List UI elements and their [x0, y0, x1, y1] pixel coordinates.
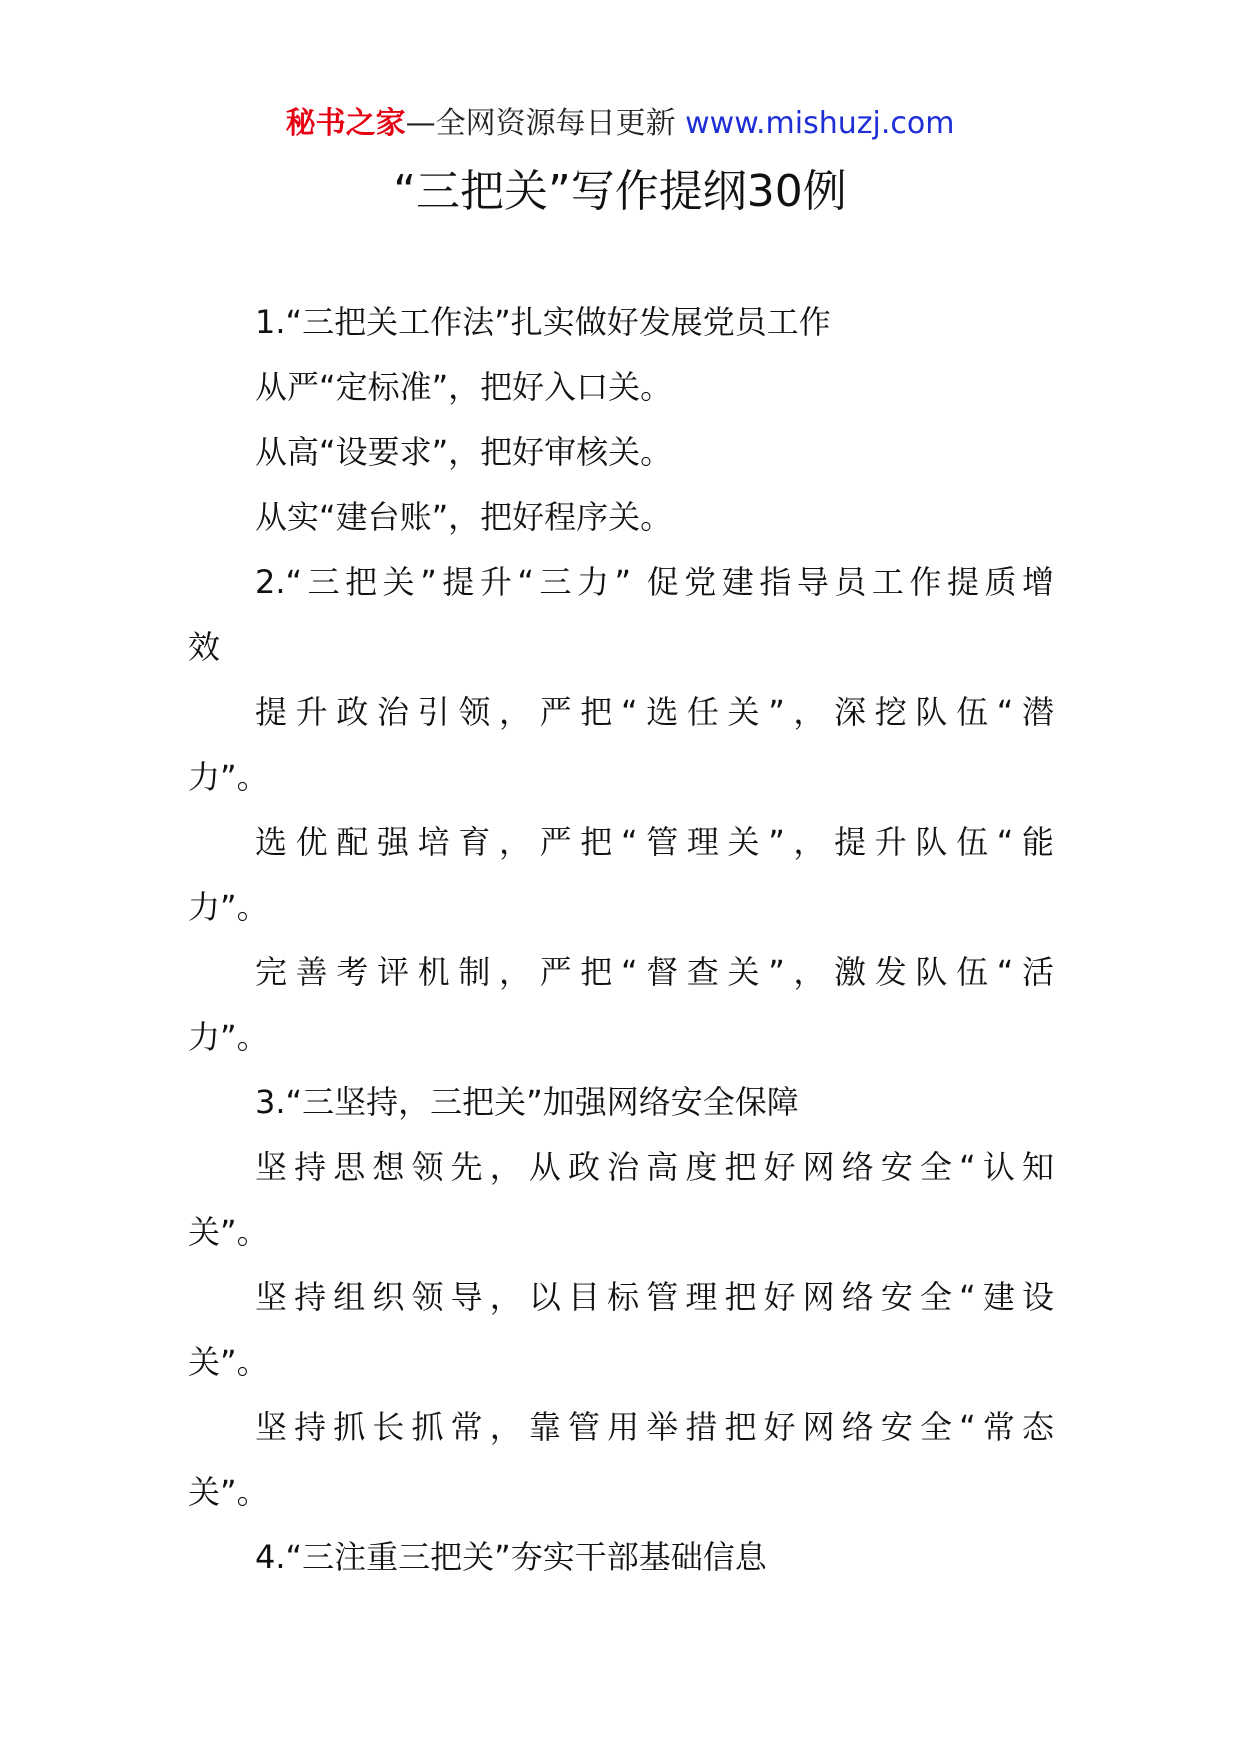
paragraph-line-continued: 力”。	[188, 1018, 269, 1056]
section-heading-2-continued: 效	[188, 628, 221, 666]
paragraph-line-continued: 力”。	[188, 758, 269, 796]
paragraph-line: 完善考评机制，严把“督查关”，激发队伍“活	[255, 953, 1054, 991]
paragraph-line-continued: 关”。	[188, 1343, 269, 1381]
paragraph-line: 选优配强培育，严把“管理关”，提升队伍“能	[255, 823, 1054, 861]
paragraph-line-continued: 关”。	[188, 1213, 269, 1251]
section-heading-2: 2.“三把关”提升“三力” 促党建指导员工作提质增	[255, 563, 1054, 601]
section-heading-4: 4.“三注重三把关”夯实干部基础信息	[255, 1538, 767, 1576]
site-banner	[0, 100, 1240, 148]
paragraph-line-continued: 关”。	[188, 1473, 269, 1511]
paragraph-line: 从实“建台账”，把好程序关。	[255, 498, 673, 536]
document-body	[188, 290, 1054, 1590]
paragraph-line: 提升政治引领，严把“选任关”，深挖队伍“潜	[255, 693, 1054, 731]
paragraph-line: 坚持组织领导，以目标管理把好网络安全“建设	[255, 1278, 1054, 1316]
paragraph-line-continued: 力”。	[188, 888, 269, 926]
paragraph-line: 从严“定标准”，把好入口关。	[255, 368, 673, 406]
section-heading-3: 3.“三坚持，三把关”加强网络安全保障	[255, 1083, 799, 1121]
document-title: “三把关”写作提纲30例	[393, 166, 847, 217]
paragraph-line: 坚持抓长抓常，靠管用举措把好网络安全“常态	[255, 1408, 1054, 1446]
section-heading-1: 1.“三把关工作法”扎实做好发展党员工作	[255, 303, 831, 341]
site-url-link[interactable]: www.mishuzj.com	[685, 106, 955, 141]
banner-tagline: —全网资源每日更新	[405, 106, 686, 141]
paragraph-line: 从高“设要求”，把好审核关。	[255, 433, 673, 471]
brand-name: 秘书之家	[285, 106, 406, 141]
paragraph-line: 坚持思想领先，从政治高度把好网络安全“认知	[255, 1148, 1054, 1186]
